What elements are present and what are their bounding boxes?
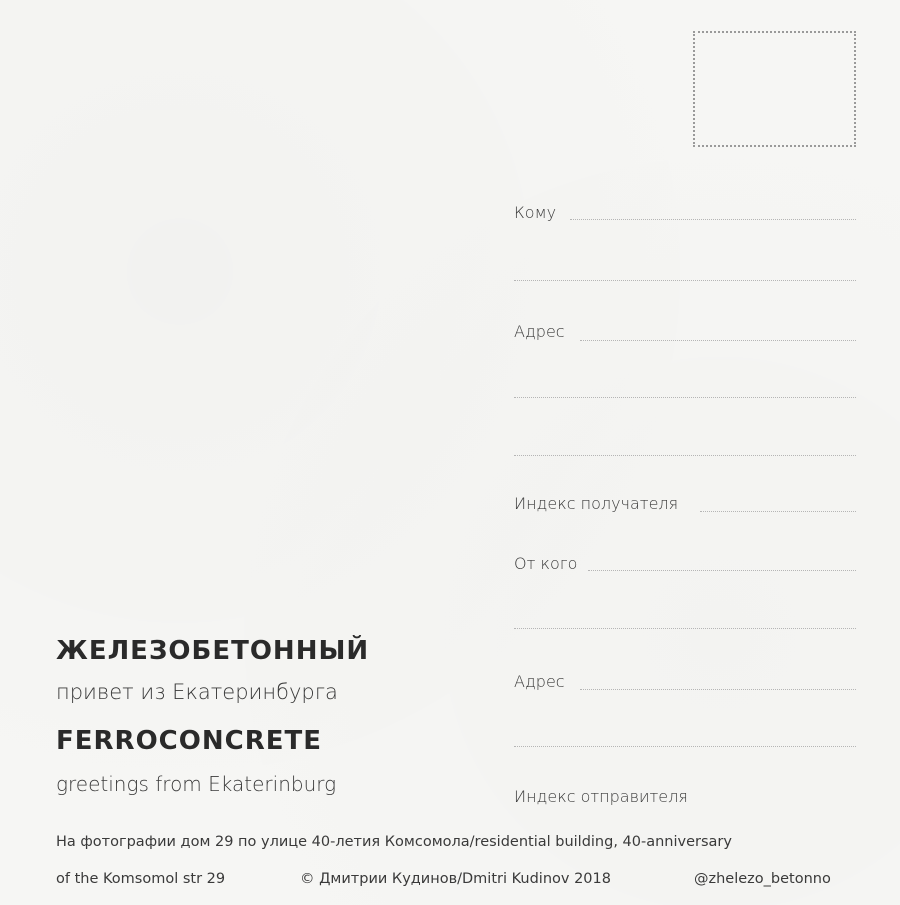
from-line-1 xyxy=(588,570,856,571)
address-label-2: Адрес xyxy=(514,672,565,691)
subtitle-en: greetings from Ekaterinburg xyxy=(56,772,337,796)
recipient-index-line xyxy=(700,511,856,512)
to-label: Кому xyxy=(514,203,557,222)
to-line-1 xyxy=(570,219,856,220)
address-line-1b xyxy=(514,397,856,398)
title-en: FERROCONCRETE xyxy=(56,726,322,756)
address-line-1a xyxy=(580,340,856,341)
photo-caption: На фотографии дом 29 по улице 40-летия Комсомола/residential building, 40-anniversary xyxy=(56,834,732,850)
address-line-1c xyxy=(514,455,856,456)
subtitle-ru: привет из Екатеринбурга xyxy=(56,680,338,704)
caption-continued: of the Komsomol str 29 xyxy=(56,871,226,887)
address-label-1: Адрес xyxy=(514,322,565,341)
sender-index-label: Индекс отправителя xyxy=(514,787,688,806)
from-line-2 xyxy=(514,628,856,629)
to-line-2 xyxy=(514,280,856,281)
recipient-index-label: Индекс получателя xyxy=(514,494,679,513)
title-ru: ЖЕЛЕЗОБЕТОННЫЙ xyxy=(56,636,370,666)
address-line-2b xyxy=(514,746,856,747)
from-label: От кого xyxy=(514,554,578,573)
stamp-box xyxy=(693,31,856,147)
copyright: © Дмитрии Кудинов/Dmitri Kudinov 2018 xyxy=(300,871,611,887)
address-line-2a xyxy=(580,689,856,690)
instagram-handle: @zhelezo_betonno xyxy=(694,871,831,887)
